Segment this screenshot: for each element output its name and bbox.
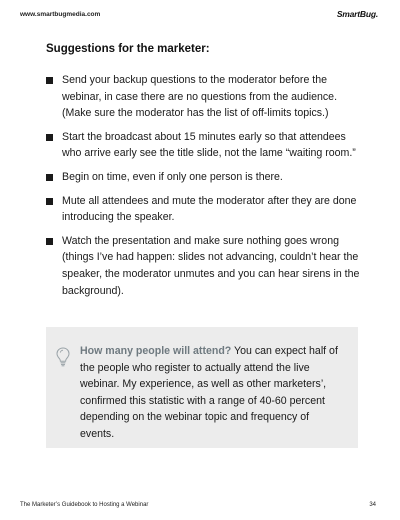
- list-item-text: Watch the presentation and make sure nothing goes wrong (things I’ve had happen: slides not advancing, couldn’t hear the speaker, the moderator unmutes and you can hear sirens in the background).: [62, 234, 360, 297]
- page-number: 34: [369, 502, 376, 508]
- section-title: Suggestions for the marketer:: [46, 43, 210, 55]
- lightbulb-icon: [56, 347, 70, 367]
- header-url: www.smartbugmedia.com: [20, 11, 101, 18]
- footer-title: The Marketer’s Guidebook to Hosting a Webinar: [20, 502, 149, 508]
- callout-text: [80, 343, 340, 443]
- bullet-square-icon: [46, 77, 53, 84]
- list-item-text: Start the broadcast about 15 minutes early so that attendees who arrive early see the title slide, not the lame “waiting room.”: [62, 130, 356, 160]
- list-item-text: Mute all attendees and mute the moderator after they are done introducing the speaker.: [62, 194, 357, 224]
- brand-logo: SmartBug.: [336, 9, 378, 19]
- list-item: [46, 72, 366, 122]
- list-item: [46, 129, 366, 162]
- list-item-text: Begin on time, even if only one person is there.: [62, 170, 283, 183]
- bullet-square-icon: [46, 174, 53, 181]
- bullet-square-icon: [46, 238, 53, 245]
- tip-callout: [46, 327, 358, 448]
- suggestions-list: [46, 72, 366, 306]
- list-item: [46, 169, 366, 186]
- list-item: [46, 193, 366, 226]
- list-item: [46, 233, 366, 299]
- list-item-text: Send your backup questions to the moderator before the webinar, in case there are no questions from the audience. (Make sure the moderator has the list of off-limits topics.): [62, 74, 338, 120]
- callout-body: You can expect half of the people who register to actually attend the live webinar. My experience, as well as other marketers’, confirmed this statistic with a range of 40-60 percent depending on the webinar topic and frequency of events.: [80, 345, 338, 440]
- bullet-square-icon: [46, 198, 53, 205]
- bullet-square-icon: [46, 134, 53, 141]
- callout-lead: How many people will attend?: [80, 345, 232, 357]
